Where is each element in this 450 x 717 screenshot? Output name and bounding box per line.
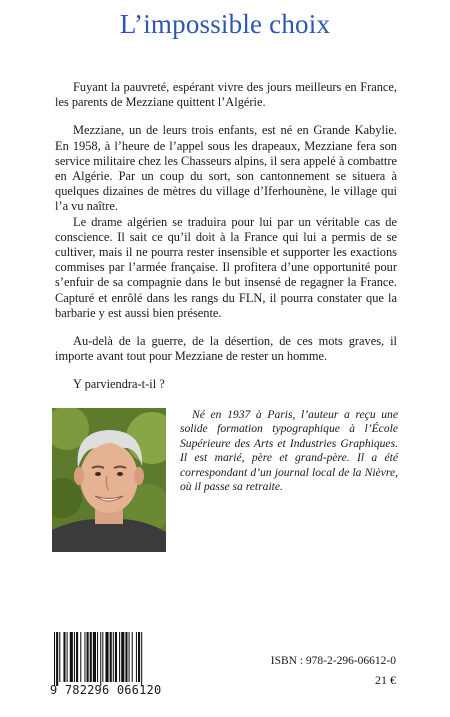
barcode-bar (74, 632, 75, 682)
price: 21 € (375, 673, 396, 687)
summary-paragraph: Fuyant la pauvreté, espérant vivre des jours meilleurs en France, les parents de Mezziane quittent l’Algérie. (55, 80, 397, 110)
barcode-bar (110, 632, 112, 682)
barcode-bar (125, 632, 127, 682)
barcode-bar (138, 632, 140, 682)
barcode-bar (93, 632, 96, 682)
barcode-bar (121, 632, 124, 682)
barcode-digits: 9 782296 066120 (50, 683, 162, 697)
barcode-bar (141, 632, 142, 686)
barcode-bar (84, 632, 85, 682)
barcode-bar (87, 632, 89, 682)
barcode-bar (67, 632, 68, 682)
back-cover-summary (55, 80, 397, 406)
author-photo (52, 408, 166, 552)
author-bio: Né en 1937 à Paris, l’auteur a reçu une solide formation typographique à l’École Supérieure des Arts et Industries Graphiques. Il est marié, père et grand-père. Il a été correspondant d’un journal local de la Nièvre, où il passe sa retraite. (180, 408, 398, 494)
summary-paragraph: Mezziane, un de leurs trois enfants, est né en Grande Kabylie. En 1958, à l’heure de l’appel sous les drapeaux, Mezziane fera son service militaire chez les Chasseurs alpins, il sera appelé à combattre en Algérie. Par un coup du sort, son cantonnement se situera à quelques dizaines de mètres du village d’Iferhounène, le village qui l’a vu naître. (55, 123, 397, 214)
barcode-bar (100, 632, 101, 686)
barcode-bar (54, 632, 55, 686)
summary-question: Y parviendra-t-il ? (73, 377, 165, 392)
isbn-number: ISBN : 978-2-296-06612-0 (270, 655, 396, 667)
barcode-bar (97, 632, 98, 682)
barcode-bar (113, 632, 114, 682)
barcode-bar (63, 632, 65, 682)
barcode-bar (136, 632, 137, 682)
summary-paragraph: Au-delà de la guerre, de la désertion, de ces mots graves, il importe avant tout pour Mezziane de rester un homme. (55, 334, 397, 364)
barcode-bar (90, 632, 92, 682)
barcode-bar (70, 632, 73, 682)
barcode-bar (59, 632, 60, 682)
barcode-bar (115, 632, 117, 682)
barcode-bar (76, 632, 78, 682)
barcode-bar (105, 632, 108, 682)
barcode-bar (129, 632, 130, 682)
barcode-bar (132, 632, 133, 682)
summary-paragraph: Le drame algérien se traduira pour lui par un véritable cas de conscience. Il sait ce qu’il doit à la France qui lui a permis de se cultiver, mais il ne pourra rester insensible et supporter les exactions commises par l’armée française. Il profitera d’une opportunité pour s’enfuir de sa compagnie dans le but insensé de regagner la France. Capturé et enrôlé dans les rangs du FLN, il pourra constater que la barbarie y est aussi bien présente. (55, 214, 397, 320)
barcode-bar (102, 632, 103, 682)
barcode (52, 632, 184, 686)
barcode-bar (119, 632, 120, 682)
book-title: L’impossible choix (119, 9, 331, 39)
barcode-bar (56, 632, 58, 686)
barcode-bar (80, 632, 81, 682)
